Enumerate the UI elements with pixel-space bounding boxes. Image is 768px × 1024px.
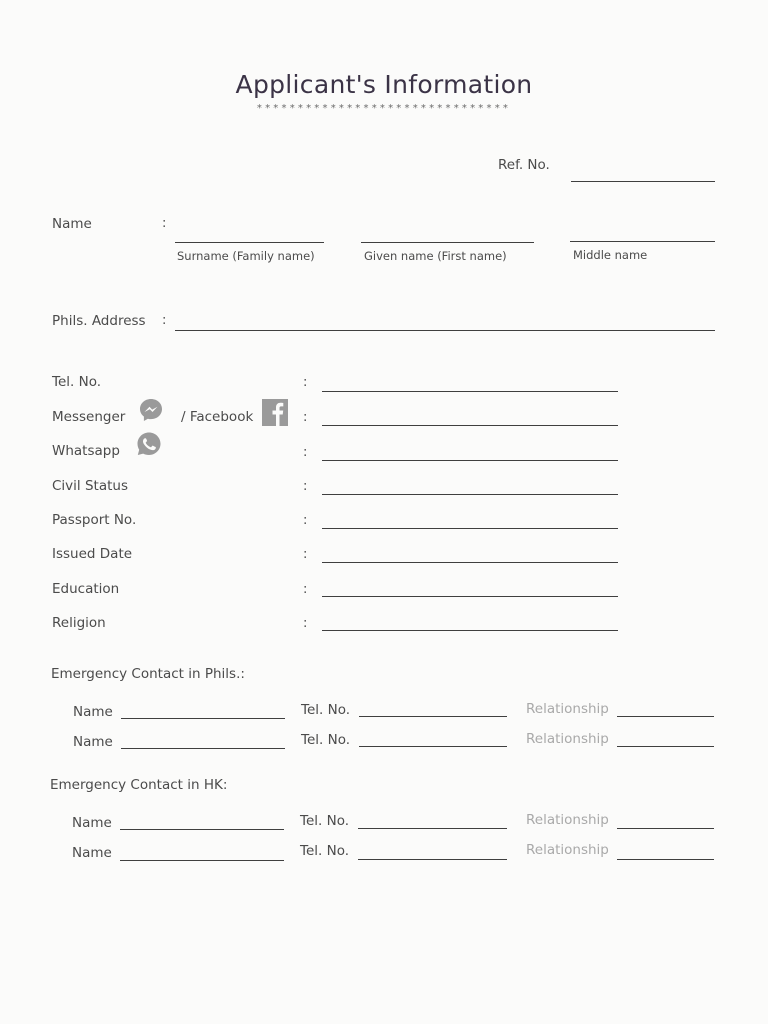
emergency-phils-name-label: Name	[73, 704, 113, 720]
issued-date-colon: :	[303, 547, 308, 562]
emergency-phils-name-field[interactable]	[121, 718, 285, 719]
whatsapp-label: Whatsapp	[52, 443, 120, 459]
whatsapp-icon	[135, 430, 163, 458]
emergency-phils-tel-field[interactable]	[359, 716, 507, 717]
issued-date-field[interactable]	[322, 562, 618, 563]
messenger-icon	[137, 396, 165, 424]
religion-label: Religion	[52, 615, 106, 631]
messenger-facebook-field[interactable]	[322, 425, 618, 426]
emergency-hk-tel-field[interactable]	[358, 828, 507, 829]
emergency-hk-name-field[interactable]	[120, 829, 284, 830]
given-name-field[interactable]	[361, 242, 534, 243]
whatsapp-field[interactable]	[322, 460, 618, 461]
emergency-phils-relationship-label: Relationship	[526, 731, 609, 747]
emergency-hk-tel-field[interactable]	[358, 859, 507, 860]
education-label: Education	[52, 581, 120, 597]
passport-no-colon: :	[303, 513, 308, 528]
emergency-hk-name-field[interactable]	[120, 860, 284, 861]
emergency-hk-relationship-field[interactable]	[617, 859, 714, 860]
emergency-hk-heading: Emergency Contact in HK:	[50, 777, 228, 793]
emergency-phils-tel-label: Tel. No.	[301, 702, 351, 718]
emergency-hk-relationship-label: Relationship	[526, 842, 609, 858]
tel-no-label: Tel. No.	[52, 374, 102, 390]
messenger-label: Messenger	[52, 409, 126, 425]
page-title: Applicant's Information	[235, 70, 533, 99]
tel-no-colon: :	[303, 375, 308, 390]
facebook-icon	[262, 399, 288, 426]
emergency-hk-name-label: Name	[72, 815, 112, 831]
emergency-phils-relationship-field[interactable]	[617, 746, 714, 747]
religion-field[interactable]	[322, 630, 618, 631]
phils-address-field[interactable]	[175, 330, 715, 331]
given-name-caption: Given name (First name)	[364, 249, 507, 263]
messenger-colon: :	[303, 410, 308, 425]
civil-status-colon: :	[303, 479, 308, 494]
religion-colon: :	[303, 616, 308, 631]
emergency-hk-tel-label: Tel. No.	[300, 813, 350, 829]
civil-status-field[interactable]	[322, 494, 618, 495]
emergency-hk-tel-label: Tel. No.	[300, 843, 350, 859]
name-colon: :	[162, 216, 167, 231]
emergency-phils-name-label: Name	[73, 734, 113, 750]
emergency-phils-relationship-field[interactable]	[617, 716, 714, 717]
passport-no-field[interactable]	[322, 528, 618, 529]
tel-no-field[interactable]	[322, 391, 618, 392]
phils-address-label: Phils. Address	[52, 313, 146, 329]
ref-no-field[interactable]	[571, 181, 715, 182]
issued-date-label: Issued Date	[52, 546, 133, 562]
passport-no-label: Passport No.	[52, 512, 137, 528]
surname-field[interactable]	[175, 242, 324, 243]
education-colon: :	[303, 582, 308, 597]
emergency-hk-name-label: Name	[72, 845, 112, 861]
emergency-phils-name-field[interactable]	[121, 748, 285, 749]
middle-name-caption: Middle name	[573, 248, 648, 262]
emergency-hk-relationship-label: Relationship	[526, 812, 609, 828]
emergency-phils-relationship-label: Relationship	[526, 701, 609, 717]
emergency-phils-heading: Emergency Contact in Phils.:	[51, 666, 245, 682]
name-label: Name	[52, 216, 92, 232]
facebook-label: / Facebook	[181, 409, 254, 425]
phils-address-colon: :	[162, 313, 167, 328]
civil-status-label: Civil Status	[52, 478, 128, 494]
ref-no-label: Ref. No.	[498, 157, 550, 173]
education-field[interactable]	[322, 596, 618, 597]
emergency-phils-tel-field[interactable]	[359, 746, 507, 747]
whatsapp-colon: :	[303, 445, 308, 460]
emergency-hk-relationship-field[interactable]	[617, 828, 714, 829]
title-star-divider: *******************************	[256, 103, 512, 114]
emergency-phils-tel-label: Tel. No.	[301, 732, 351, 748]
middle-name-field[interactable]	[570, 241, 715, 242]
surname-caption: Surname (Family name)	[177, 249, 315, 263]
